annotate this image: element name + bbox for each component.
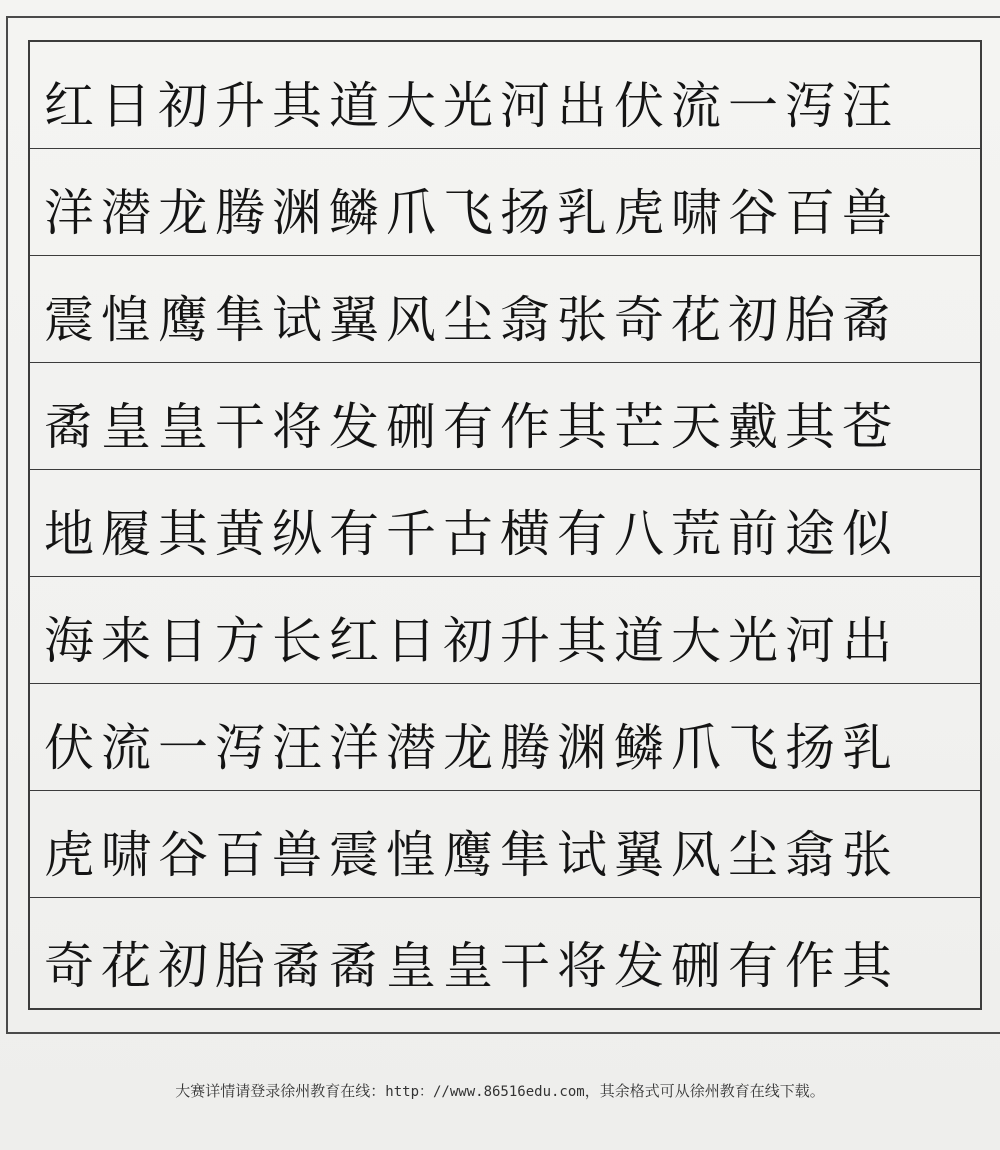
handwritten-line: 海来日方长红日初升其道大光河出 bbox=[44, 612, 899, 670]
grid-row bbox=[30, 149, 980, 256]
handwritten-line: 洋潜龙腾渊鳞爪飞扬乳虎啸谷百兽 bbox=[44, 184, 899, 242]
grid-row bbox=[30, 684, 980, 791]
grid-row bbox=[30, 898, 980, 1008]
handwritten-line: 矞皇皇干将发硎有作其芒天戴其苍 bbox=[44, 398, 899, 456]
footer-suffix: ，其余格式可从徐州教育在线下载。 bbox=[584, 1082, 825, 1100]
grid-row bbox=[30, 791, 980, 898]
grid-row bbox=[30, 42, 980, 149]
handwritten-line: 奇花初胎矞矞皇皇干将发硎有作其 bbox=[44, 937, 899, 995]
footer-note bbox=[0, 1080, 1000, 1101]
grid-row bbox=[30, 256, 980, 363]
grid-row bbox=[30, 577, 980, 684]
handwritten-line: 红日初升其道大光河出伏流一泻汪 bbox=[44, 77, 899, 135]
footer-url[interactable]: http：//www.86516edu.com bbox=[385, 1084, 585, 1100]
grid-row bbox=[30, 363, 980, 470]
handwritten-line: 地履其黄纵有千古横有八荒前途似 bbox=[44, 505, 899, 563]
grid-row bbox=[30, 470, 980, 577]
handwritten-line: 虎啸谷百兽震惶鹰隼试翼风尘翕张 bbox=[44, 826, 899, 884]
handwritten-line: 伏流一泻汪洋潜龙腾渊鳞爪飞扬乳 bbox=[44, 719, 899, 777]
footer-prefix: 大赛详情请登录徐州教育在线： bbox=[175, 1082, 386, 1100]
handwritten-line: 震惶鹰隼试翼风尘翕张奇花初胎矞 bbox=[44, 291, 899, 349]
writing-grid bbox=[28, 40, 982, 1010]
